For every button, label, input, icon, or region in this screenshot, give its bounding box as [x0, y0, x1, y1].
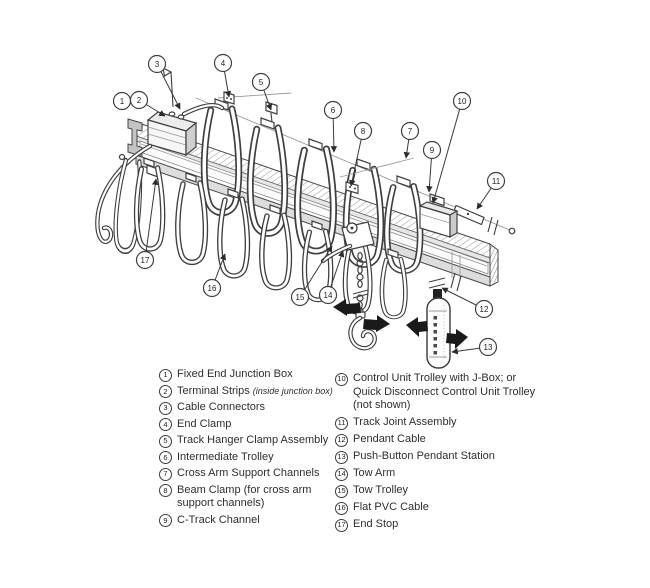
callout-9: [424, 142, 441, 159]
legend-item-number: 4: [159, 418, 172, 431]
callout-5: [253, 74, 270, 91]
legend-item-number: 16: [335, 502, 348, 515]
callout-14: [320, 287, 337, 304]
callout-10: [454, 93, 471, 110]
callout-3: [149, 56, 166, 73]
callout-4: [215, 55, 232, 72]
legend-item-4: [159, 418, 339, 432]
push-button-pendant-station: [427, 289, 450, 368]
legend-item-label: Control Unit Trolley with J-Box; or Quick Disconnect Control Unit Trolley (not shown): [353, 372, 536, 411]
legend-item-label: Push-Button Pendant Station: [353, 450, 495, 462]
legend-item-note: (inside junction box): [252, 385, 333, 396]
legend-item-label: Intermediate Trolley: [177, 450, 274, 463]
legend-item-12: [335, 433, 540, 447]
legend-item-label: Fixed End Junction Box: [177, 368, 293, 380]
legend-item-label: Pendant Cable: [353, 433, 426, 445]
legend-item-label: Flat PVC Cable: [353, 501, 429, 513]
legend-item-8: [159, 484, 339, 511]
legend-item-number: 5: [159, 435, 172, 448]
legend-item-label: Track Joint Assembly: [353, 416, 457, 428]
legend-column-left: [159, 368, 339, 530]
legend-item-9: [159, 514, 339, 528]
callout-17: [137, 252, 154, 269]
callout-15: [292, 289, 309, 306]
legend-item-17: [335, 518, 540, 532]
callout-number: 9: [429, 146, 435, 155]
legend-item-number: 7: [159, 468, 172, 481]
callout-16: [204, 280, 221, 297]
track-end-cap: [509, 228, 515, 234]
legend-item-label: Beam Clamp (for cross arm support channels): [177, 483, 312, 509]
callout-number: 10: [457, 97, 467, 106]
legend-column-right: [335, 372, 540, 535]
direction-arrow-left-icon: [406, 317, 428, 337]
legend-item-label: Cross Arm Support Channels: [177, 467, 320, 479]
legend-item-label: Tow Trolley: [353, 484, 409, 496]
callout-number: 15: [295, 293, 305, 302]
callout-number: 4: [220, 59, 226, 68]
callout-number: 3: [154, 60, 160, 69]
callout-number: 11: [491, 177, 501, 186]
beam-cut-end: [490, 244, 498, 286]
legend-item-number: 11: [335, 417, 348, 430]
legend-item-number: 12: [335, 434, 348, 447]
callout-number: 5: [258, 78, 264, 87]
legend-item-number: 8: [159, 484, 172, 497]
callout-2: [131, 92, 148, 109]
callout-13: [480, 339, 497, 356]
legend-item-11: [335, 416, 540, 430]
legend-item-number: 2: [159, 385, 172, 398]
legend-item-number: 15: [335, 485, 348, 498]
legend-item-label: Cable Connectors: [177, 401, 266, 413]
callout-number: 2: [136, 96, 142, 105]
legend-item-number: 17: [335, 519, 348, 532]
cable-connector: [169, 112, 175, 116]
legend-item-label: [177, 385, 333, 399]
legend-item-label: End Clamp: [177, 417, 232, 430]
callout-number: 7: [407, 127, 413, 136]
callout-number: 6: [330, 106, 336, 115]
legend-item-13: [335, 450, 540, 464]
legend-item-number: 9: [159, 514, 172, 527]
legend-item-label: C-Track Channel: [177, 513, 260, 526]
legend-item-16: [335, 501, 540, 515]
track-hanger-clamp: [266, 102, 277, 114]
callout-12: [476, 301, 493, 318]
legend-item-number: 14: [335, 468, 348, 481]
legend-item-label: End Stop: [353, 518, 399, 530]
callout-number: 16: [207, 284, 217, 293]
track-joint-assembly: [454, 206, 485, 225]
legend-item-number: 6: [159, 451, 172, 464]
legend-item-3: [159, 401, 339, 415]
legend-item-number: 1: [159, 369, 172, 382]
callout-1: [114, 93, 131, 110]
legend-item-14: [335, 467, 540, 481]
legend-item-6: [159, 451, 339, 465]
legend-item-7: [159, 467, 339, 481]
legend-item-1: [159, 368, 339, 382]
legend-item-5: [159, 434, 339, 448]
callout-number: 8: [360, 127, 366, 136]
callout-number: 1: [119, 97, 125, 106]
legend-item-number: 10: [335, 373, 348, 386]
legend-item-label: Track Hanger Clamp Assembly: [177, 434, 329, 446]
callout-8: [355, 123, 372, 140]
callout-6: [325, 102, 342, 119]
callout-number: 14: [323, 291, 333, 300]
legend-item-10: [335, 372, 540, 413]
legend-item-15: [335, 484, 540, 498]
callout-11: [488, 173, 505, 190]
legend-item-label-text: Terminal Strips: [177, 384, 250, 397]
legend-item-2: [159, 385, 339, 399]
callout-number: 12: [479, 305, 489, 314]
legend-item-number: 13: [335, 451, 348, 464]
callout-7: [402, 123, 419, 140]
callout-number: 13: [483, 343, 493, 352]
legend-item-number: 3: [159, 402, 172, 415]
callout-number: 17: [140, 256, 150, 265]
legend-item-label: Tow Arm: [353, 467, 396, 479]
